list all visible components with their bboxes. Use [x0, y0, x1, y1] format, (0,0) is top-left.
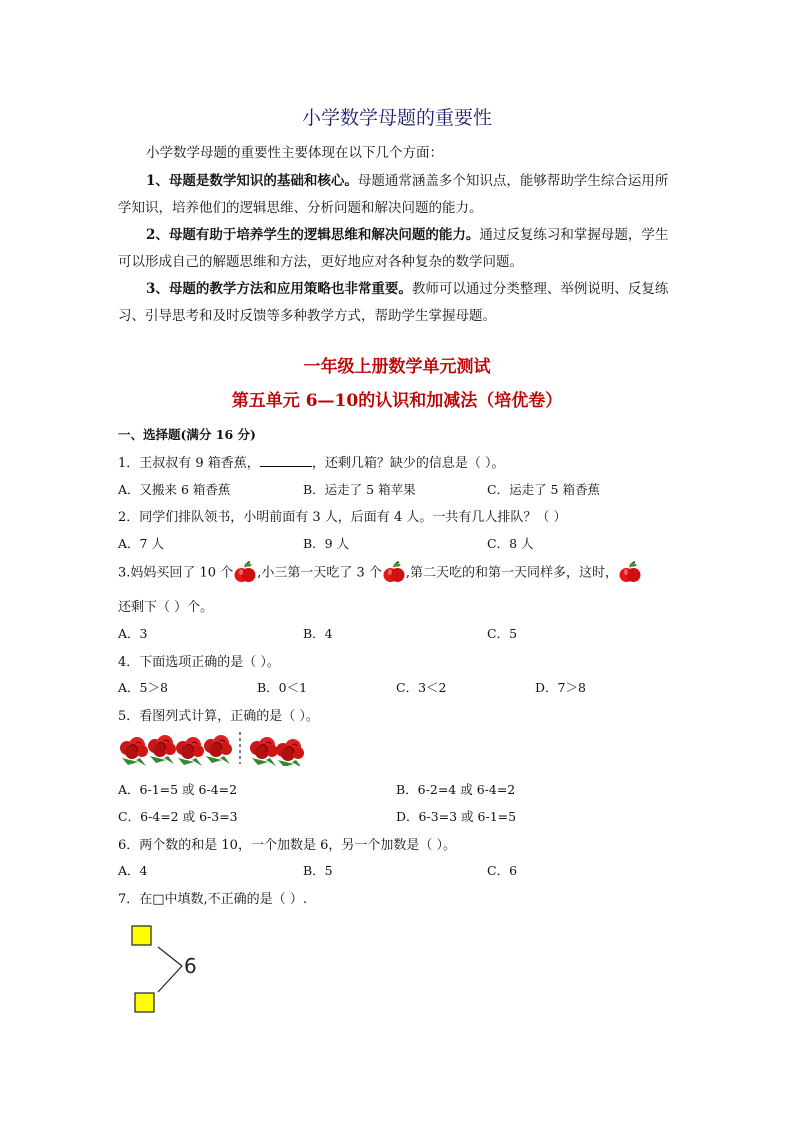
q5-option-c[interactable]: C．6-4=2 或 6-3=3	[118, 809, 238, 824]
q2-option-c[interactable]: C．8 人	[487, 536, 534, 551]
q3-option-a[interactable]: A．3	[118, 626, 148, 641]
split-line-bottom	[158, 966, 182, 992]
intro-lead: 小学数学母题的重要性主要体现在以下几个方面：	[146, 145, 443, 161]
q3-option-c[interactable]: C．5	[487, 626, 518, 641]
q6-option-b[interactable]: B．5	[303, 863, 333, 878]
intro-point-2-text: 通过反复练习和掌握母题，学生可以形成自己的解题思维和方法，更好地应对各种复杂的数学问题。	[118, 227, 669, 270]
question-5: 5．看图列式计算，正确的是（ ）。	[118, 709, 319, 724]
flower-icon	[120, 737, 148, 766]
question-1-post: ，还剩几箱？缺少的信息是（ ）。	[311, 456, 505, 471]
q2-option-b[interactable]: B．9 人	[303, 536, 350, 551]
q1-option-c[interactable]: C．运走了 5 箱香蕉	[487, 482, 600, 497]
apple-icon	[383, 561, 405, 585]
flower-icon	[250, 737, 278, 766]
q1-option-b[interactable]: B．运走了 5 箱苹果	[303, 482, 416, 497]
question-3-line-2: 还剩下（ ）个。	[118, 600, 214, 615]
flower-icon	[204, 735, 232, 764]
q1-option-a[interactable]: A．又搬来 6 箱香蕉	[118, 482, 231, 497]
q4-option-b[interactable]: B．0＜1	[257, 680, 308, 695]
question-3-part-2: ,小三第一天吃了 3 个	[257, 565, 382, 581]
q5-option-b[interactable]: B．6-2=4 或 6-4=2	[396, 782, 516, 797]
total-number: 6	[184, 954, 197, 978]
q4-option-d[interactable]: D．7＞8	[535, 680, 586, 695]
apple-icon	[619, 561, 641, 585]
q2-option-a[interactable]: A．7 人	[118, 536, 164, 551]
section-heading: 一、选择题(满分 16 分)	[118, 427, 256, 442]
apple-icon	[234, 561, 256, 585]
top-box	[132, 926, 151, 945]
intro-point-1-bold: 1、母题是数学知识的基础和核心。	[146, 173, 358, 189]
q5-option-a[interactable]: A．6-1=5 或 6-4=2	[118, 782, 238, 797]
flower-icon	[176, 737, 204, 766]
q4-option-c[interactable]: C．3＜2	[396, 680, 447, 695]
question-4: 4．下面选项正确的是（ ）。	[118, 655, 280, 670]
question-3-part-1: 3.妈妈买回了 10 个	[118, 565, 234, 581]
intro-point-2	[118, 222, 678, 276]
q4-option-a[interactable]: A．5＞8	[118, 680, 168, 695]
q6-option-a[interactable]: A．4	[118, 863, 148, 878]
q5-option-d[interactable]: D．6-3=3 或 6-1=5	[396, 809, 517, 824]
bottom-box	[135, 993, 154, 1012]
q3-option-b[interactable]: B．4	[303, 626, 333, 641]
test-subtitle: 第五单元 6—10的认识和加减法（培优卷）	[231, 391, 563, 411]
intro-point-1	[118, 168, 678, 222]
page-title: 小学数学母题的重要性	[301, 107, 492, 129]
intro-point-3	[118, 276, 678, 330]
question-3-part-3: ,第二天吃的和第一天同样多，这时，	[405, 565, 619, 581]
question-2: 2．同学们排队领书，小明前面有 3 人，后面有 4 人。一共有几人排队？（ ）	[118, 510, 567, 525]
question-6: 6．两个数的和是 10，一个加数是 6，另一个加数是（ ）。	[118, 838, 456, 853]
split-line-top	[158, 947, 182, 966]
flower-icon	[148, 735, 176, 764]
question-7: 7．在□中填数,不正确的是（ ）.	[118, 892, 307, 907]
question-1	[118, 452, 504, 471]
intro-point-3-text: 教师可以通过分类整理、举例说明、反复练习、引导思考和及时反馈等多种教学方式，帮助学生掌握母题。	[118, 281, 669, 324]
intro-point-2-bold: 2、母题有助于培养学生的逻辑思维和解决问题的能力。	[146, 227, 480, 243]
intro-point-3-bold: 3、母题的教学方法和应用策略也非常重要。	[146, 281, 412, 297]
test-title: 一年级上册数学单元测试	[303, 357, 491, 377]
answer-blank[interactable]	[260, 454, 312, 467]
flower-picture	[118, 730, 308, 766]
intro-point-1-text: 母题通常涵盖多个知识点，能够帮助学生综合运用所学知识，培养他们的逻辑思维、分析问题和解决问题的能力。	[118, 173, 669, 216]
flower-icon	[276, 739, 304, 766]
question-3	[118, 561, 642, 585]
q6-option-c[interactable]: C．6	[487, 863, 518, 878]
question-1-pre: 1．王叔叔有 9 箱香蕉，	[118, 456, 260, 471]
